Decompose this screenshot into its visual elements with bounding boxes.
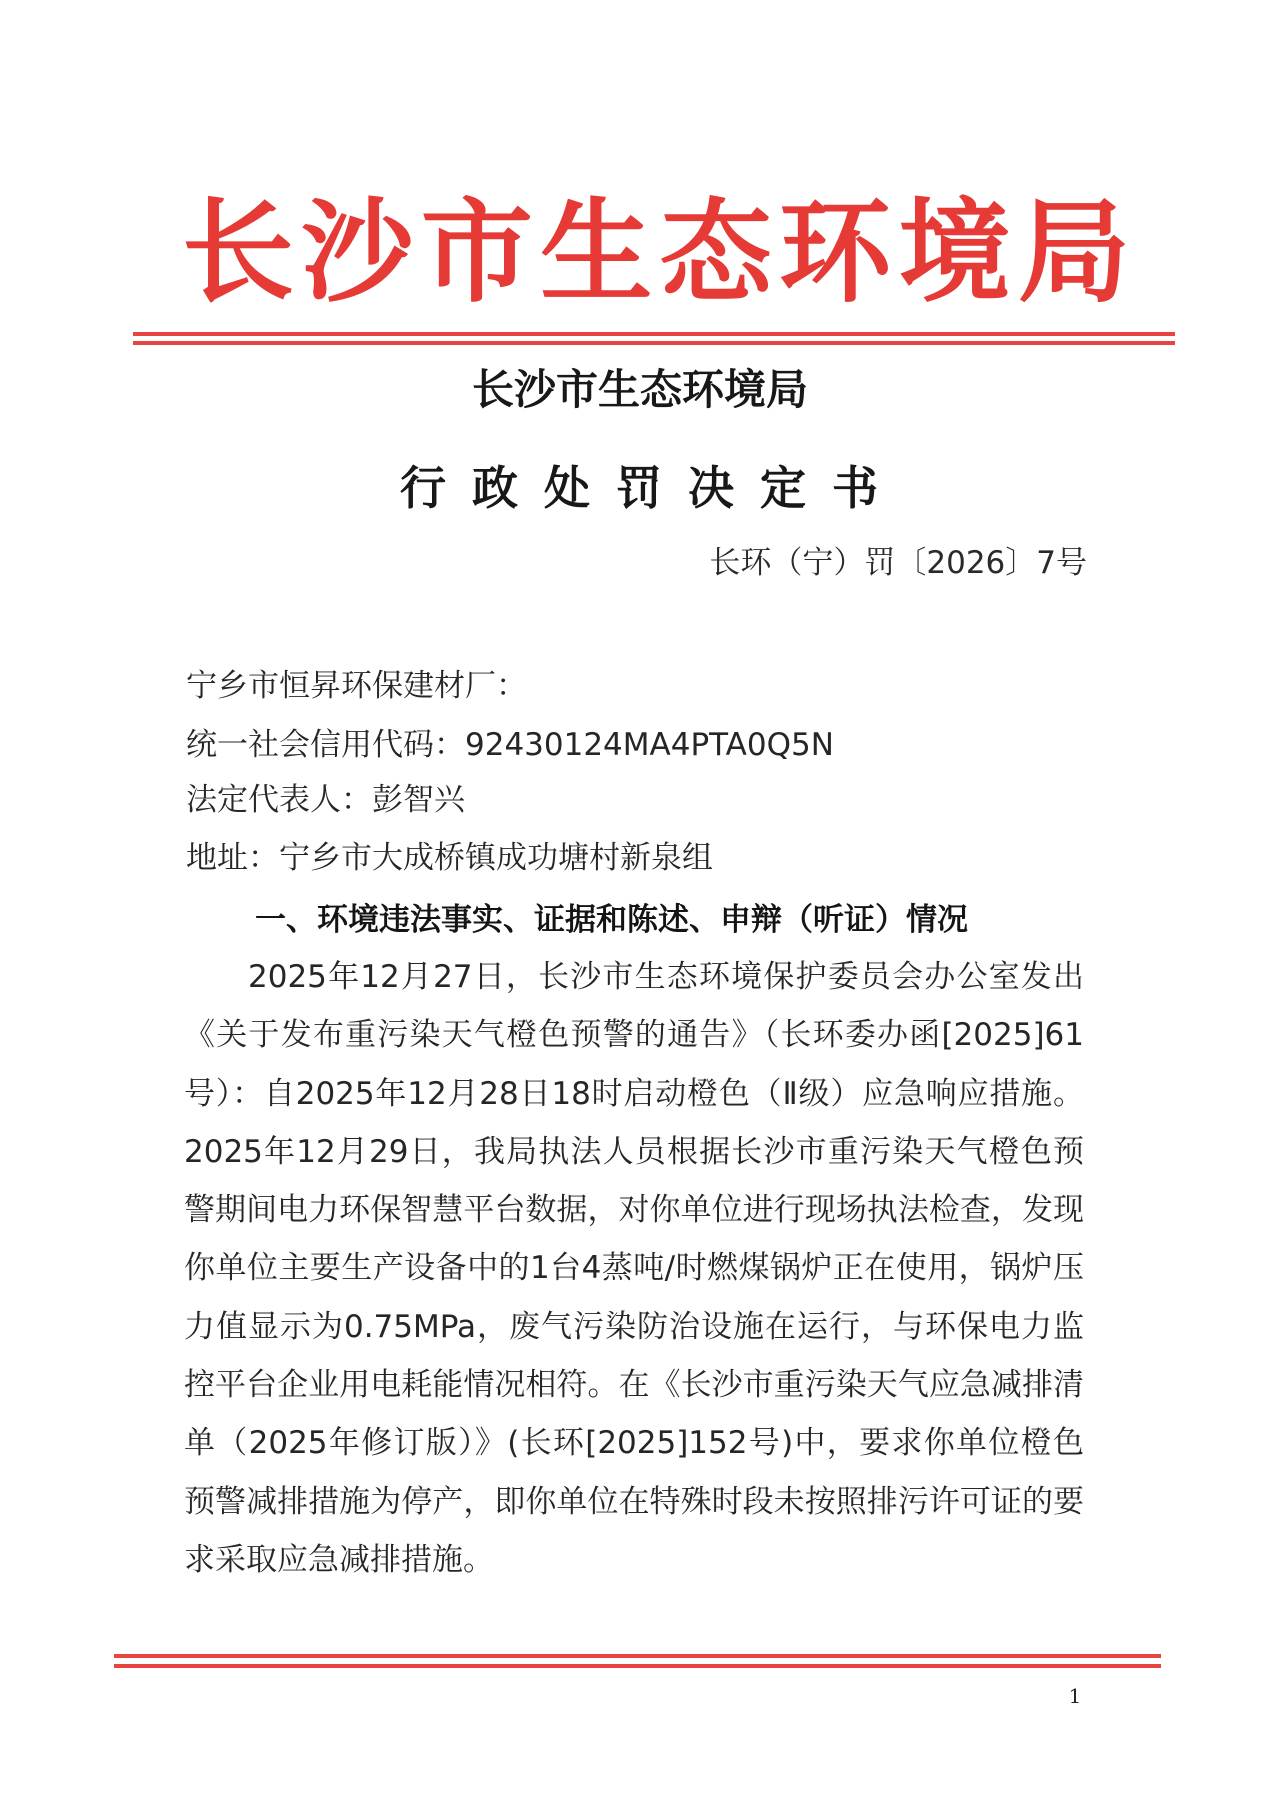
footer-rule-top <box>114 1654 1161 1658</box>
masthead-title: 长沙市生态环境局 <box>182 187 1130 318</box>
legal-representative: 法定代表人：彭智兴 <box>186 782 465 818</box>
issuer-title: 长沙市生态环境局 <box>471 365 808 414</box>
party-address: 地址：宁乡市大成桥镇成功塘村新泉组 <box>186 840 713 876</box>
violation-paragraph: 2025年12月27日，长沙市生态环境保护委员会办公室发出《关于发布重污染天气橙色预警的通告》（长环委办函[2025]61号）：自2025年12月28日18时启动橙色（Ⅱ级）应急响应措施。2025年12月29日，我局执法人员根据长沙市重污染天气橙色预警期间电力环保智慧平台数据，对你单位进行现场执法检查，发现你单位主要生产设备中的1台4蒸吨/时燃煤锅炉正在使用，锅炉压力值显示为0.75MPa，废气污染防治设施在运行，与环保电力监控平台企业用电耗能情况相符。在《长沙市重污染天气应急减排清单（2025年修订版）》(长环[2025]152号)中，要求你单位橙色预警减排措施为停产，即你单位在特殊时段未按照排污许可证的要求采取应急减排措施。 <box>184 959 1084 1578</box>
credit-code: 统一社会信用代码：92430124MA4PTA0Q5N <box>186 727 834 763</box>
section-heading: 一、环境违法事实、证据和陈述、申辩（听证）情况 <box>255 902 968 938</box>
page-number: 1 <box>1068 1684 1082 1708</box>
footer-rule-bottom <box>114 1664 1161 1668</box>
document-number: 长环（宁）罚〔2026〕7号 <box>709 545 1087 581</box>
document-title: 行政处罚决定书 <box>400 461 878 515</box>
party-name: 宁乡市恒昇环保建材厂： <box>186 668 527 704</box>
masthead-rule-bottom <box>133 341 1175 345</box>
masthead-rule-top <box>133 332 1175 336</box>
